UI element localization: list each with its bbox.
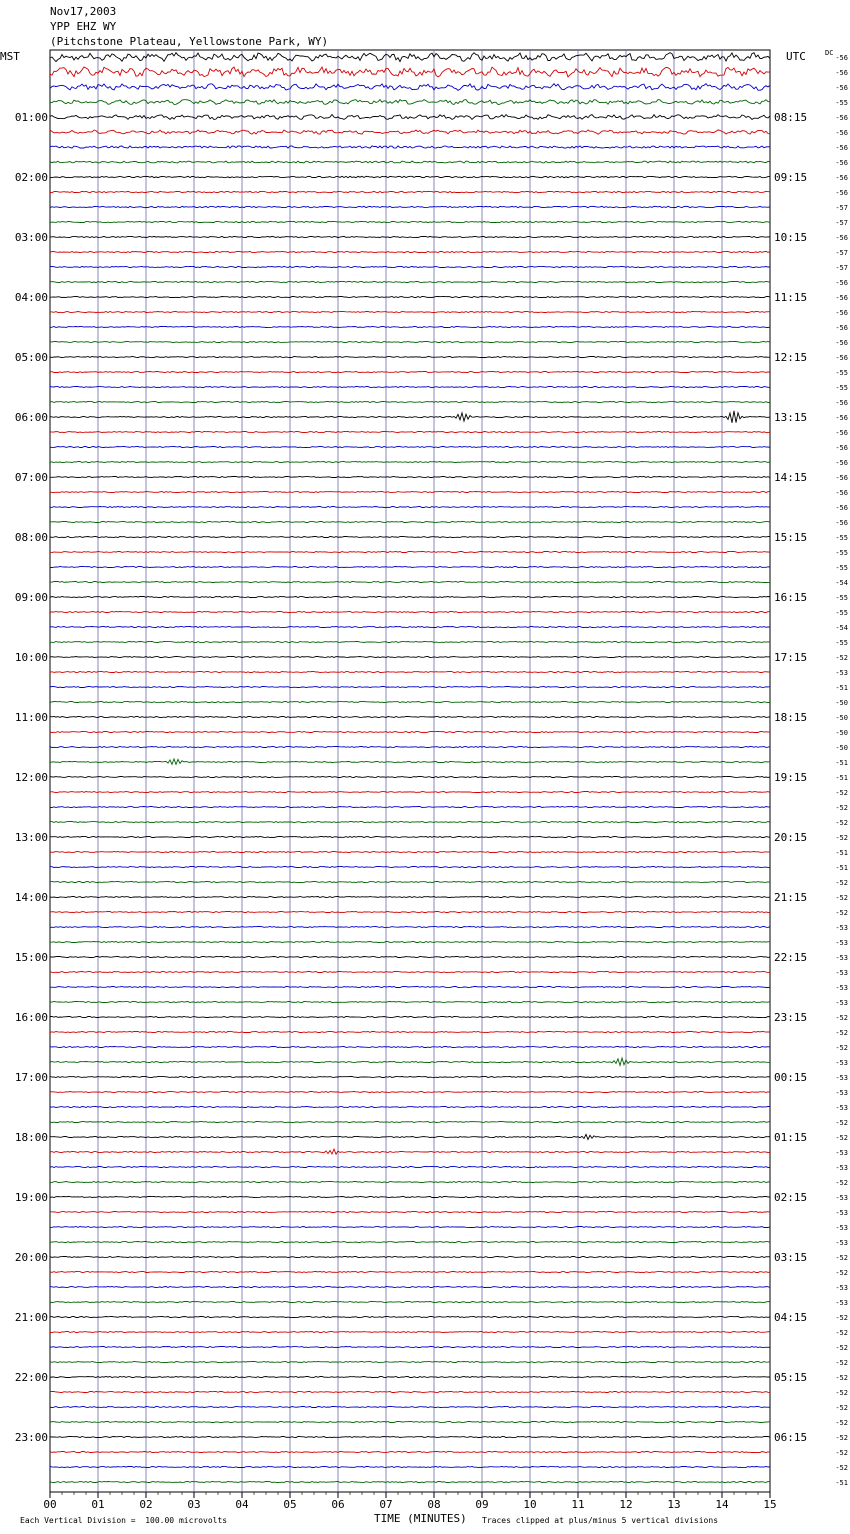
- trace-line: [50, 1197, 770, 1198]
- trace-line: [50, 447, 770, 448]
- trace-line: [50, 1032, 770, 1033]
- dc-offset-label: -53: [835, 1089, 848, 1097]
- trace-line: [50, 927, 770, 928]
- dc-offset-label: -56: [835, 129, 848, 137]
- dc-offset-label: -53: [835, 969, 848, 977]
- dc-offset-label: -56: [835, 114, 848, 122]
- trace-line: [50, 552, 770, 553]
- trace-line: [50, 627, 770, 628]
- trace-line: [50, 1182, 770, 1183]
- trace-line: [50, 717, 770, 718]
- dc-offset-label: -56: [835, 399, 848, 407]
- trace-line: [50, 492, 770, 493]
- dc-offset-label: -52: [835, 1434, 848, 1442]
- dc-offset-label: -53: [835, 1194, 848, 1202]
- seismic-traces: [50, 53, 770, 1483]
- left-hour-label: 08:00: [14, 531, 48, 544]
- trace-line: [50, 957, 770, 958]
- trace-line: [50, 912, 770, 913]
- dc-offset-label: -55: [835, 99, 848, 107]
- right-hour-label: 21:15: [774, 891, 808, 904]
- trace-line: [50, 1122, 770, 1123]
- left-hour-label: 15:00: [14, 951, 48, 964]
- right-hour-label: 13:15: [774, 411, 808, 424]
- trace-line: [50, 642, 770, 643]
- trace-line: [50, 372, 770, 373]
- x-tick-label: 13: [667, 1498, 681, 1511]
- trace-line: [50, 972, 770, 973]
- trace-line: [50, 146, 770, 148]
- trace-line: [50, 987, 770, 988]
- right-hour-label: 20:15: [774, 831, 808, 844]
- dc-offset-label: -55: [835, 639, 848, 647]
- left-hour-label: 22:00: [14, 1371, 48, 1384]
- dc-offset-label: -56: [835, 84, 848, 92]
- left-hour-label: 11:00: [14, 711, 48, 724]
- right-hour-label: 19:15: [774, 771, 808, 784]
- dc-offset-label: -52: [835, 879, 848, 887]
- right-hour-label: 12:15: [774, 351, 808, 364]
- right-hour-label: 06:15: [774, 1431, 808, 1444]
- dc-offset-label: -56: [835, 429, 848, 437]
- trace-line: [50, 1452, 770, 1453]
- right-hour-label: 05:15: [774, 1371, 808, 1384]
- dc-offset-label: -56: [835, 489, 848, 497]
- x-tick-label: 14: [715, 1498, 729, 1511]
- left-hour-label: 19:00: [14, 1191, 48, 1204]
- trace-line: [50, 792, 770, 793]
- trace-line: [50, 1149, 770, 1154]
- trace-line: [50, 1047, 770, 1048]
- trace-line: [50, 1437, 770, 1438]
- trace-line: [50, 1332, 770, 1333]
- dc-offset-label: -57: [835, 219, 848, 227]
- dc-offset-label: -52: [835, 1134, 848, 1142]
- dc-offset-label: -56: [835, 444, 848, 452]
- dc-offset-label: -52: [835, 819, 848, 827]
- dc-offset-label: -52: [835, 789, 848, 797]
- dc-offset-label: -53: [835, 1164, 848, 1172]
- dc-offset-label: -57: [835, 204, 848, 212]
- x-tick-label: 11: [571, 1498, 585, 1511]
- x-axis-title: TIME (MINUTES): [374, 1512, 467, 1525]
- left-hour-label: 21:00: [14, 1311, 48, 1324]
- dc-offset-label: -56: [835, 519, 848, 527]
- dc-offset-label: -55: [835, 534, 848, 542]
- dc-offset-label: -56: [835, 189, 848, 197]
- dc-offset-label: -55: [835, 609, 848, 617]
- clip-note: Traces clipped at plus/minus 5 vertical divisions: [482, 1516, 719, 1525]
- trace-line: [50, 1377, 770, 1378]
- left-hour-label: 20:00: [14, 1251, 48, 1264]
- right-hour-label: 23:15: [774, 1011, 808, 1024]
- trace-line: [50, 897, 770, 898]
- x-tick-label: 06: [331, 1498, 345, 1511]
- trace-line: [50, 1362, 770, 1363]
- trace-line: [50, 251, 770, 252]
- left-hour-label: 16:00: [14, 1011, 48, 1024]
- dc-label: DC: [825, 49, 834, 57]
- trace-line: [50, 942, 770, 943]
- trace-line: [50, 687, 770, 688]
- trace-line: [50, 1287, 770, 1288]
- x-tick-label: 01: [91, 1498, 105, 1511]
- right-hour-label: 03:15: [774, 1251, 808, 1264]
- dc-offset-label: -52: [835, 1359, 848, 1367]
- trace-line: [50, 462, 770, 463]
- trace-line: [50, 882, 770, 883]
- x-tick-label: 04: [235, 1498, 249, 1511]
- right-hour-label: 10:15: [774, 231, 808, 244]
- dc-offset-label: -53: [835, 954, 848, 962]
- trace-line: [50, 1058, 770, 1066]
- dc-offset-label: -56: [835, 474, 848, 482]
- dc-offset-label: -55: [835, 384, 848, 392]
- trace-line: [50, 612, 770, 613]
- left-hour-label: 05:00: [14, 351, 48, 364]
- dc-offset-label: -52: [835, 1419, 848, 1427]
- trace-line: [50, 657, 770, 658]
- dc-offset-label: -55: [835, 549, 848, 557]
- dc-offset-label: -52: [835, 1014, 848, 1022]
- dc-offset-label: -56: [835, 174, 848, 182]
- right-hour-label: 00:15: [774, 1071, 808, 1084]
- axis-labels: [15, 54, 848, 1511]
- left-hour-label: 02:00: [14, 171, 48, 184]
- trace-line: [50, 522, 770, 523]
- trace-line: [50, 387, 770, 388]
- trace-line: [50, 1302, 770, 1303]
- trace-line: [50, 115, 770, 120]
- dc-offset-label: -57: [835, 249, 848, 257]
- dc-offset-label: -56: [835, 159, 848, 167]
- left-hour-label: 07:00: [14, 471, 48, 484]
- dc-offset-label: -50: [835, 729, 848, 737]
- right-timezone-label: UTC: [786, 50, 806, 63]
- dc-offset-label: -52: [835, 1314, 848, 1322]
- trace-line: [50, 822, 770, 823]
- dc-offset-label: -52: [835, 894, 848, 902]
- trace-line: [50, 100, 770, 105]
- dc-offset-label: -53: [835, 1104, 848, 1112]
- right-hour-label: 01:15: [774, 1131, 808, 1144]
- trace-line: [50, 402, 770, 403]
- dc-offset-label: -52: [835, 804, 848, 812]
- trace-line: [50, 1077, 770, 1078]
- trace-line: [50, 236, 770, 237]
- trace-line: [50, 1134, 770, 1139]
- dc-offset-label: -52: [835, 1269, 848, 1277]
- dc-offset-label: -52: [835, 1374, 848, 1382]
- left-hour-label: 09:00: [14, 591, 48, 604]
- dc-offset-label: -56: [835, 234, 848, 242]
- x-tick-label: 08: [427, 1498, 441, 1511]
- left-hour-label: 04:00: [14, 291, 48, 304]
- trace-line: [50, 1242, 770, 1243]
- dc-offset-label: -51: [835, 864, 848, 872]
- trace-line: [50, 161, 770, 163]
- dc-offset-label: -53: [835, 1209, 848, 1217]
- trace-line: [50, 1317, 770, 1318]
- trace-line: [50, 732, 770, 733]
- dc-offset-label: -55: [835, 369, 848, 377]
- trace-line: [50, 297, 770, 298]
- right-hour-label: 14:15: [774, 471, 808, 484]
- dc-offset-label: -55: [835, 564, 848, 572]
- trace-line: [50, 477, 770, 478]
- dc-offset-label: -56: [835, 414, 848, 422]
- dc-offset-label: -56: [835, 339, 848, 347]
- trace-line: [50, 1017, 770, 1018]
- trace-line: [50, 411, 770, 423]
- left-hour-label: 13:00: [14, 831, 48, 844]
- x-tick-label: 05: [283, 1498, 297, 1511]
- left-hour-label: 10:00: [14, 651, 48, 664]
- left-hour-label: 23:00: [14, 1431, 48, 1444]
- trace-line: [50, 432, 770, 433]
- right-hour-label: 08:15: [774, 111, 808, 124]
- trace-line: [50, 357, 770, 358]
- x-tick-label: 00: [43, 1498, 57, 1511]
- dc-offset-label: -53: [835, 939, 848, 947]
- dc-offset-label: -50: [835, 699, 848, 707]
- dc-offset-label: -51: [835, 684, 848, 692]
- scale-note: Each Vertical Division = 100.00 microvolts: [20, 1516, 228, 1525]
- dc-offset-label: -51: [835, 759, 848, 767]
- x-tick-label: 10: [523, 1498, 537, 1511]
- trace-line: [50, 1167, 770, 1168]
- trace-line: [50, 867, 770, 868]
- left-hour-label: 01:00: [14, 111, 48, 124]
- dc-offset-label: -52: [835, 1344, 848, 1352]
- right-hour-label: 04:15: [774, 1311, 808, 1324]
- left-hour-label: 12:00: [14, 771, 48, 784]
- trace-line: [50, 747, 770, 748]
- trace-line: [50, 837, 770, 838]
- x-tick-label: 15: [763, 1498, 777, 1511]
- trace-line: [50, 852, 770, 853]
- dc-offset-label: -51: [835, 849, 848, 857]
- x-tick-label: 03: [187, 1498, 201, 1511]
- trace-line: [50, 281, 770, 282]
- record-date: Nov17,2003: [50, 5, 117, 18]
- trace-line: [50, 327, 770, 328]
- dc-offset-label: -53: [835, 1074, 848, 1082]
- dc-offset-label: -52: [835, 834, 848, 842]
- dc-offset-label: -52: [835, 1044, 848, 1052]
- dc-offset-label: -52: [835, 1464, 848, 1472]
- dc-offset-label: -56: [835, 279, 848, 287]
- trace-line: [50, 582, 770, 583]
- trace-line: [50, 1092, 770, 1093]
- trace-line: [50, 537, 770, 538]
- dc-offset-label: -52: [835, 1404, 848, 1412]
- trace-line: [50, 1347, 770, 1348]
- trace-line: [50, 759, 770, 765]
- dc-offset-label: -53: [835, 1299, 848, 1307]
- dc-offset-label: -52: [835, 909, 848, 917]
- station-code: YPP EHZ WY: [50, 20, 117, 33]
- left-hour-label: 14:00: [14, 891, 48, 904]
- dc-offset-label: -53: [835, 1224, 848, 1232]
- right-hour-label: 11:15: [774, 291, 808, 304]
- dc-offset-label: -50: [835, 714, 848, 722]
- dc-offset-label: -53: [835, 1239, 848, 1247]
- x-tick-label: 07: [379, 1498, 393, 1511]
- left-timezone-label: MST: [0, 50, 20, 63]
- dc-offset-label: -52: [835, 1119, 848, 1127]
- trace-line: [50, 672, 770, 673]
- trace-line: [50, 1392, 770, 1393]
- trace-line: [50, 1407, 770, 1408]
- dc-offset-label: -53: [835, 669, 848, 677]
- dc-offset-label: -53: [835, 999, 848, 1007]
- trace-line: [50, 1227, 770, 1228]
- dc-offset-label: -53: [835, 1284, 848, 1292]
- left-hour-label: 03:00: [14, 231, 48, 244]
- right-hour-label: 17:15: [774, 651, 808, 664]
- dc-offset-label: -52: [835, 1329, 848, 1337]
- dc-offset-label: -56: [835, 69, 848, 77]
- x-tick-label: 02: [139, 1498, 153, 1511]
- dc-offset-label: -52: [835, 1179, 848, 1187]
- trace-line: [50, 702, 770, 703]
- right-hour-label: 18:15: [774, 711, 808, 724]
- trace-line: [50, 1422, 770, 1423]
- dc-offset-label: -56: [835, 294, 848, 302]
- trace-line: [50, 176, 770, 177]
- x-tick-label: 12: [619, 1498, 633, 1511]
- dc-offset-label: -54: [835, 579, 848, 587]
- trace-line: [50, 130, 770, 134]
- dc-offset-label: -57: [835, 264, 848, 272]
- trace-line: [50, 1257, 770, 1258]
- trace-line: [50, 597, 770, 598]
- trace-line: [50, 221, 770, 222]
- right-hour-label: 22:15: [774, 951, 808, 964]
- dc-offset-label: -55: [835, 594, 848, 602]
- dc-offset-label: -51: [835, 774, 848, 782]
- trace-line: [50, 191, 770, 192]
- dc-offset-label: -56: [835, 144, 848, 152]
- dc-offset-label: -56: [835, 324, 848, 332]
- trace-line: [50, 1482, 770, 1483]
- dc-offset-label: -52: [835, 1254, 848, 1262]
- dc-offset-label: -52: [835, 1449, 848, 1457]
- left-hour-label: 17:00: [14, 1071, 48, 1084]
- trace-line: [50, 777, 770, 778]
- trace-line: [50, 1272, 770, 1273]
- dc-offset-label: -56: [835, 54, 848, 62]
- trace-line: [50, 312, 770, 313]
- left-hour-label: 18:00: [14, 1131, 48, 1144]
- trace-line: [50, 342, 770, 343]
- dc-offset-label: -56: [835, 354, 848, 362]
- trace-line: [50, 507, 770, 508]
- dc-offset-label: -56: [835, 459, 848, 467]
- dc-offset-label: -53: [835, 1059, 848, 1067]
- dc-offset-label: -52: [835, 1389, 848, 1397]
- dc-offset-label: -52: [835, 1029, 848, 1037]
- x-tick-label: 09: [475, 1498, 489, 1511]
- trace-line: [50, 1212, 770, 1213]
- trace-line: [50, 53, 770, 62]
- trace-line: [50, 206, 770, 207]
- trace-line: [50, 1467, 770, 1468]
- dc-offset-label: -53: [835, 984, 848, 992]
- trace-line: [50, 1002, 770, 1003]
- trace-line: [50, 266, 770, 267]
- trace-line: [50, 567, 770, 568]
- trace-line: [50, 807, 770, 808]
- left-hour-label: 06:00: [14, 411, 48, 424]
- dc-offset-label: -53: [835, 924, 848, 932]
- trace-line: [50, 67, 770, 77]
- right-hour-label: 16:15: [774, 591, 808, 604]
- right-hour-label: 02:15: [774, 1191, 808, 1204]
- station-location: (Pitchstone Plateau, Yellowstone Park, WY): [50, 35, 329, 48]
- right-hour-label: 09:15: [774, 171, 808, 184]
- dc-offset-label: -52: [835, 654, 848, 662]
- trace-line: [50, 84, 770, 91]
- dc-offset-label: -56: [835, 504, 848, 512]
- dc-offset-label: -50: [835, 744, 848, 752]
- dc-offset-label: -53: [835, 1149, 848, 1157]
- dc-offset-label: -56: [835, 309, 848, 317]
- right-hour-label: 15:15: [774, 531, 808, 544]
- dc-offset-label: -51: [835, 1479, 848, 1487]
- trace-line: [50, 1107, 770, 1108]
- dc-offset-label: -54: [835, 624, 848, 632]
